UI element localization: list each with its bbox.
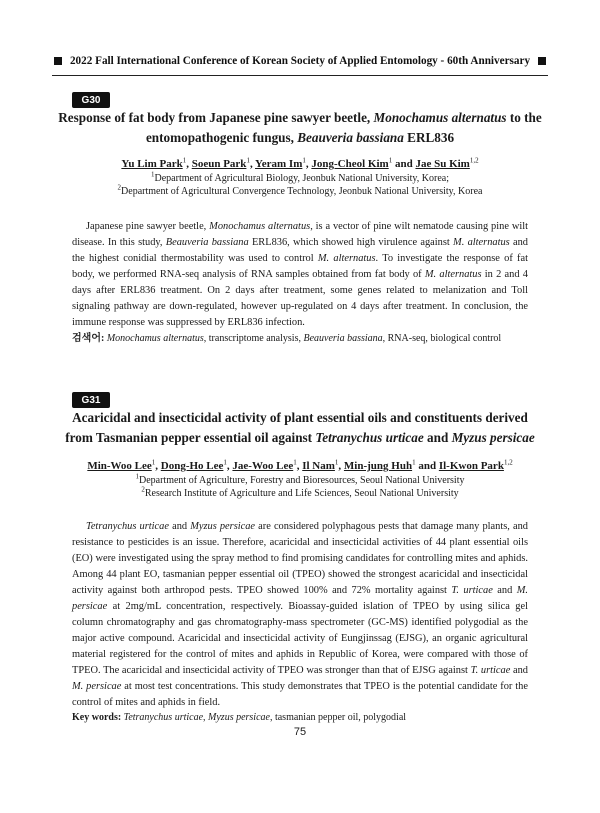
species-name: Beauveria bassiana <box>165 237 249 248</box>
author-name: Yeram Im <box>255 158 303 170</box>
text-run: , tasmanian pepper oil, polygodial <box>269 712 407 723</box>
species-name: Tetranychus urticae <box>86 521 169 532</box>
title-text: Acaricidal and insecticidal activity of plant essential oils and constituents derived <box>72 410 528 425</box>
author-affiliation-marker: 1 <box>293 458 297 467</box>
species-name: M. alternatus <box>317 253 376 264</box>
keywords-label: Key words: <box>72 712 122 723</box>
abstract <box>72 519 528 711</box>
paper-title <box>56 108 544 148</box>
affiliation-list <box>56 474 544 500</box>
page-number: 75 <box>293 726 307 738</box>
author-name: Jong-Cheol Kim <box>311 158 389 170</box>
affiliation-text: Research Institute of Agriculture and Life Sciences, Seoul National University <box>144 488 459 499</box>
affiliation-list <box>56 172 544 198</box>
author-affiliation-marker: 1,2 <box>469 156 479 165</box>
text-run: , <box>203 712 209 723</box>
author-affiliation-marker: 1 <box>246 156 250 165</box>
species-name: M. persicae <box>72 585 528 612</box>
affiliation <box>56 474 544 487</box>
affiliation-marker: 2 <box>117 183 122 192</box>
affiliation-text: Department of Agricultural Biology, Jeonbuk National University, Korea; <box>154 173 449 184</box>
keywords <box>72 332 528 346</box>
paper-code-badge: G31 <box>72 392 110 408</box>
header-divider <box>52 75 548 76</box>
text-run: , RNA-seq, biological control <box>382 333 502 344</box>
text-run: and <box>510 665 529 676</box>
square-bullet-icon <box>538 57 546 65</box>
author-affiliation-marker: 1 <box>151 458 156 467</box>
running-header <box>52 48 548 74</box>
keywords-label: 검색어: <box>72 333 105 344</box>
author-list: Min-Woo Lee$^1$, Dong-Ho Lee$^1$, Jae-Woo Lee$^1$, Il Nam$^1$, Min-jung Huh$^1$ and Il-Kwon Park$^{1,2}$ <box>87 458 513 472</box>
author-list: Yu Lim Park$^1$, Soeun Park$^1$, Yeram Im$^1$, Jong-Cheol Kim$^1$ and Jae Su Kim$^{1,2}$ <box>121 156 479 170</box>
author-affiliation-marker: 1 <box>223 458 227 467</box>
text-run: in 2 and 4 days after ERL836 treatment. On 2 days after treatment, some genes related to melanization and Toll signaling pathway are down-regulated, however up-regulated on 4 days after treatment. In conclusion, the immune response was suppressed by ERL836 infection. <box>72 269 528 328</box>
species-name: Monochamus alternatus <box>106 333 204 344</box>
author-affiliation-marker: 1 <box>182 156 187 165</box>
title-species: Beauveria bassiana <box>297 130 404 145</box>
title-text: and <box>423 430 452 445</box>
title-text: Response of fat body from Japanese pine sawyer beetle, <box>58 110 374 125</box>
species-name: M. alternatus <box>424 269 482 280</box>
species-name: Myzus persicae <box>208 712 270 723</box>
text-run: , is a vector of pine wilt nematode causing pine wilt disease. In this study, <box>72 221 528 248</box>
author-name: Jae Su Kim <box>415 158 470 170</box>
author-name: Yu Lim Park <box>121 158 183 170</box>
author-affiliation-marker: 1,2 <box>503 458 513 467</box>
paper-title <box>56 408 544 448</box>
species-name: T. urticae <box>451 585 493 596</box>
text-run: ERL836, which showed high virulence against <box>248 237 454 248</box>
running-header-title: 2022 Fall International Conference of Korean Society of Applied Entomology - 60th Anniversary <box>69 55 531 67</box>
author-affiliation-marker: 1 <box>412 458 416 467</box>
author-name: Jae-Woo Lee <box>232 460 294 472</box>
text-run: and <box>492 585 517 596</box>
author-name: Il-Kwon Park <box>438 460 504 472</box>
text-run: and <box>168 521 191 532</box>
text-run: . To investigate the response of fat body, we performed RNA-seq analysis of RNA samples obtained from fat body of <box>72 253 528 280</box>
species-name: Tetranychus urticae <box>123 712 204 723</box>
affiliation-text: Department of Agricultural Convergence Technology, Jeonbuk National University, Korea <box>121 186 483 197</box>
paper-code-badge: G30 <box>72 92 110 108</box>
title-species: Tetranychus urticae <box>315 430 424 445</box>
text-run: Japanese pine sawyer beetle, <box>86 221 210 232</box>
text-run: at 2mg/mL concentration, respectively. Bioassay-guided islation of TPEO by using silica gel column chromatography and gas chromatography-mass spectrometer (GC-MS) identified polygodial as the major active compound. Acaricidal and insecticidal activity of Eungjinssag (EJSG), an organic agricultural material registered for the control of mites and aphids in Republic of Korea, were compared with those of TPEO. The acaricidal and insecticidal activity of TPEO was stronger than that of EJSG against <box>72 601 528 676</box>
species-name: Monochamus alternatus <box>209 221 311 232</box>
title-species: Myzus persicae <box>451 430 535 445</box>
species-name: M. persicae <box>72 681 122 692</box>
author-affiliation-marker: 1 <box>388 156 393 165</box>
text-run: are considered polyphagous pests that damage many plants, and resistance to pesticides is an issue. Therefore, acaricidal and insecticidal activities of 44 plant essential oils (EO) were investigated using the spray method to find promising candidates for controlling mites and aphids. Among 44 plant EO, tasmanian pepper essential oil (TPEO) showed the strongest acaricidal and insecticidal activity against both arthropod pests. TPEO showed 100% and 72% mortality against <box>72 521 528 596</box>
species-name: T. urticae <box>470 665 511 676</box>
keywords <box>72 711 528 725</box>
author-affiliation-marker: 1 <box>334 458 339 467</box>
text-run: , transcriptome analysis, <box>203 333 304 344</box>
affiliation-text: Department of Agriculture, Forestry and Bioresources, Seoul National University <box>139 475 465 486</box>
species-name: M. alternatus <box>453 237 510 248</box>
affiliation-marker: 1 <box>135 472 139 481</box>
author-name: Min-Woo Lee <box>87 460 152 472</box>
abstract <box>72 219 528 331</box>
title-text: to the entomopathogenic fungus, <box>145 110 542 145</box>
author-name: Min-jung Huh <box>343 460 413 472</box>
affiliation <box>56 487 544 500</box>
author-name: Il Nam <box>302 460 335 472</box>
affiliation-marker: 2 <box>141 485 145 494</box>
author-affiliation-marker: 1 <box>302 156 306 165</box>
title-text: from Tasmanian pepper essential oil against <box>65 430 316 445</box>
title-species: Monochamus alternatus <box>373 110 507 125</box>
author-name: Dong-Ho Lee <box>160 460 224 472</box>
species-name: Myzus persicae <box>190 521 256 532</box>
author-name: Soeun Park <box>191 158 247 170</box>
text-run: at most test concentrations. This study demonstrates that TPEO is the potential candidate for the control of mites and aphids in field. <box>72 681 528 708</box>
text-run: and the highest conidial thermostability was used to control <box>72 237 528 264</box>
species-name: Beauveria bassiana <box>303 333 383 344</box>
title-text: ERL836 <box>403 130 455 145</box>
affiliation-marker: 1 <box>151 170 155 179</box>
affiliation <box>56 185 544 198</box>
affiliation <box>56 172 544 185</box>
square-bullet-icon <box>54 57 62 65</box>
